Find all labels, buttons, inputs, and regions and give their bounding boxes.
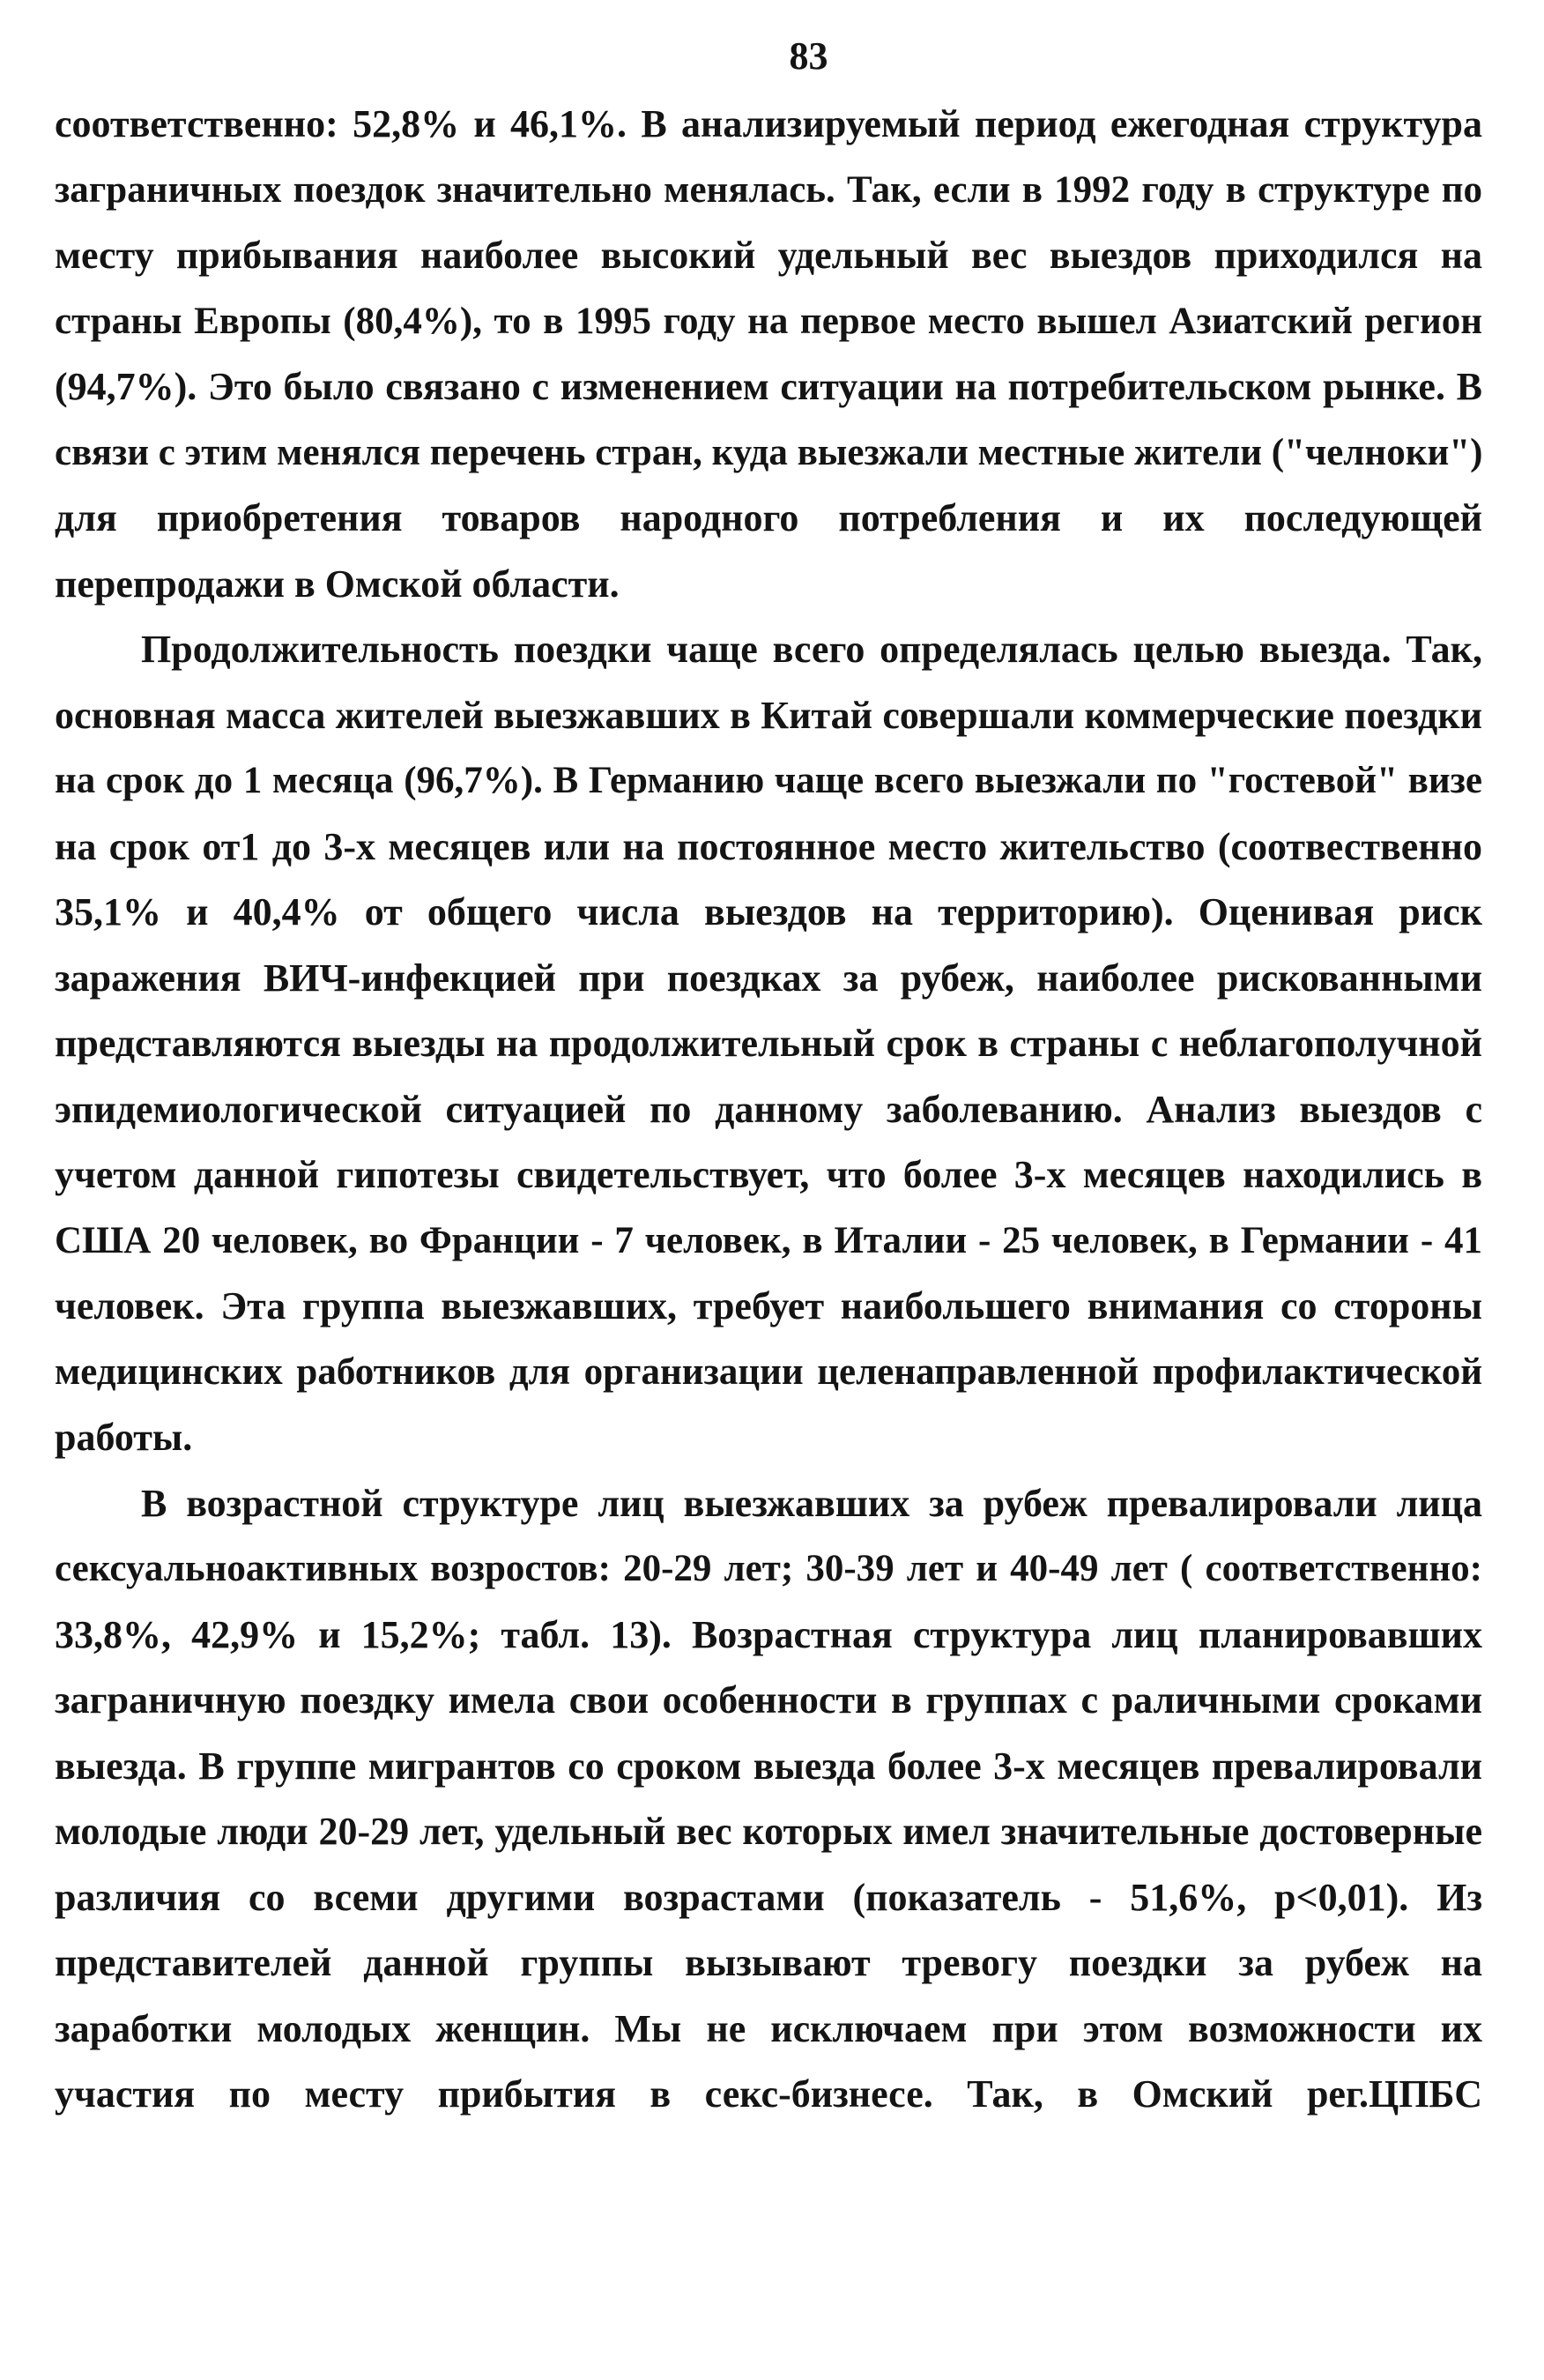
text-line: участия по месту прибытия в секс-бизнесе. Так, в Омский рег.ЦПБС	[55, 2072, 1482, 2116]
text-line: 35,1% и 40,4% от общего числа выездов на территорию). Оценивая риск	[55, 890, 1482, 933]
text-line: заражения ВИЧ-инфекцией при поездках за рубеж, наиболее рискованными	[55, 956, 1482, 1000]
text-line: 33,8%, 42,9% и 15,2%; табл. 13). Возрастная структура лиц планировавших	[55, 1612, 1482, 1656]
text-line: молодые люди 20-29 лет, удельный вес которых имел значительные достоверные	[55, 1810, 1482, 1853]
text-line: сексуальноактивных возростов: 20-29 лет; 30-39 лет и 40-49 лет ( соответственно:	[55, 1548, 1482, 1589]
text-line: связи с этим менялся перечень стран, куда выезжали местные жители ("челноки")	[55, 431, 1483, 473]
text-line: медицинских работников для организации целенаправленной профилактической	[55, 1350, 1482, 1393]
text-line: Продолжительность поездки чаще всего определялась целью выезда. Так,	[141, 628, 1482, 671]
text-line: (94,7%). Это было связано с изменением ситуации на потребительском рынке. В	[55, 365, 1482, 408]
text-line: различия со всеми другими возрастами (показатель - 51,6%, p<0,01). Из	[55, 1875, 1482, 1919]
text-line: на срок до 1 месяца (96,7%). В Германию чаще всего выезжали по "гостевой" визе	[55, 760, 1482, 801]
text-line: США 20 человек, во Франции - 7 человек, в Италии - 25 человек, в Германии - 41	[55, 1219, 1482, 1261]
text-line: месту прибывания наиболее высокий удельный вес выездов приходился на	[55, 234, 1482, 277]
text-line: основная масса жителей выезжавших в Китай совершали коммерческие поездки	[55, 693, 1482, 737]
text-line: выезда. В группе мигрантов со сроком выезда более 3-х месяцев превалировали	[55, 1744, 1482, 1788]
text-line: представителей данной группы вызывают тревогу поездки за рубеж на	[55, 1941, 1482, 1984]
text-line: страны Европы (80,4%), то в 1995 году на первое место вышел Азиатский регион	[55, 300, 1482, 342]
text-line: заграничных поездок значительно менялась. Так, если в 1992 году в структуре по	[55, 168, 1482, 211]
text-line: эпидемиологической ситуацией по данному заболеванию. Анализ выездов с	[55, 1087, 1482, 1131]
text-line: перепродажи в Омской области.	[55, 562, 620, 606]
paragraph-3	[55, 1471, 1482, 2128]
text-line: В возрастной структуре лиц выезжавших за рубеж превалировали лица	[141, 1481, 1482, 1525]
text-line: заработки молодых женщин. Мы не исключаем при этом возможности их	[55, 2006, 1482, 2050]
body-text	[55, 92, 1482, 2128]
text-line: заграничную поездку имела свои особенности в группах с раличными сроками	[55, 1678, 1482, 1722]
text-line: представляются выезды на продолжительный срок в страны с неблагополучной	[55, 1022, 1482, 1065]
text-line: человек. Эта группа выезжавших, требует наибольшего внимания со стороны	[55, 1284, 1482, 1328]
text-line: на срок от1 до 3-х месяцев или на постоянное место жительство (соотвественно	[55, 824, 1482, 868]
paragraph-2	[55, 617, 1482, 1471]
paragraph-1	[55, 92, 1482, 617]
text-line: для приобретения товаров народного потребления и их последующей	[55, 496, 1482, 539]
text-line: соответственно: 52,8% и 46,1%. В анализируемый период ежегодная структура	[55, 102, 1482, 145]
page-number: 83	[789, 34, 828, 78]
text-line: учетом данной гипотезы свидетельствует, что более 3-х месяцев находились в	[55, 1153, 1482, 1196]
text-line: работы.	[55, 1416, 193, 1459]
